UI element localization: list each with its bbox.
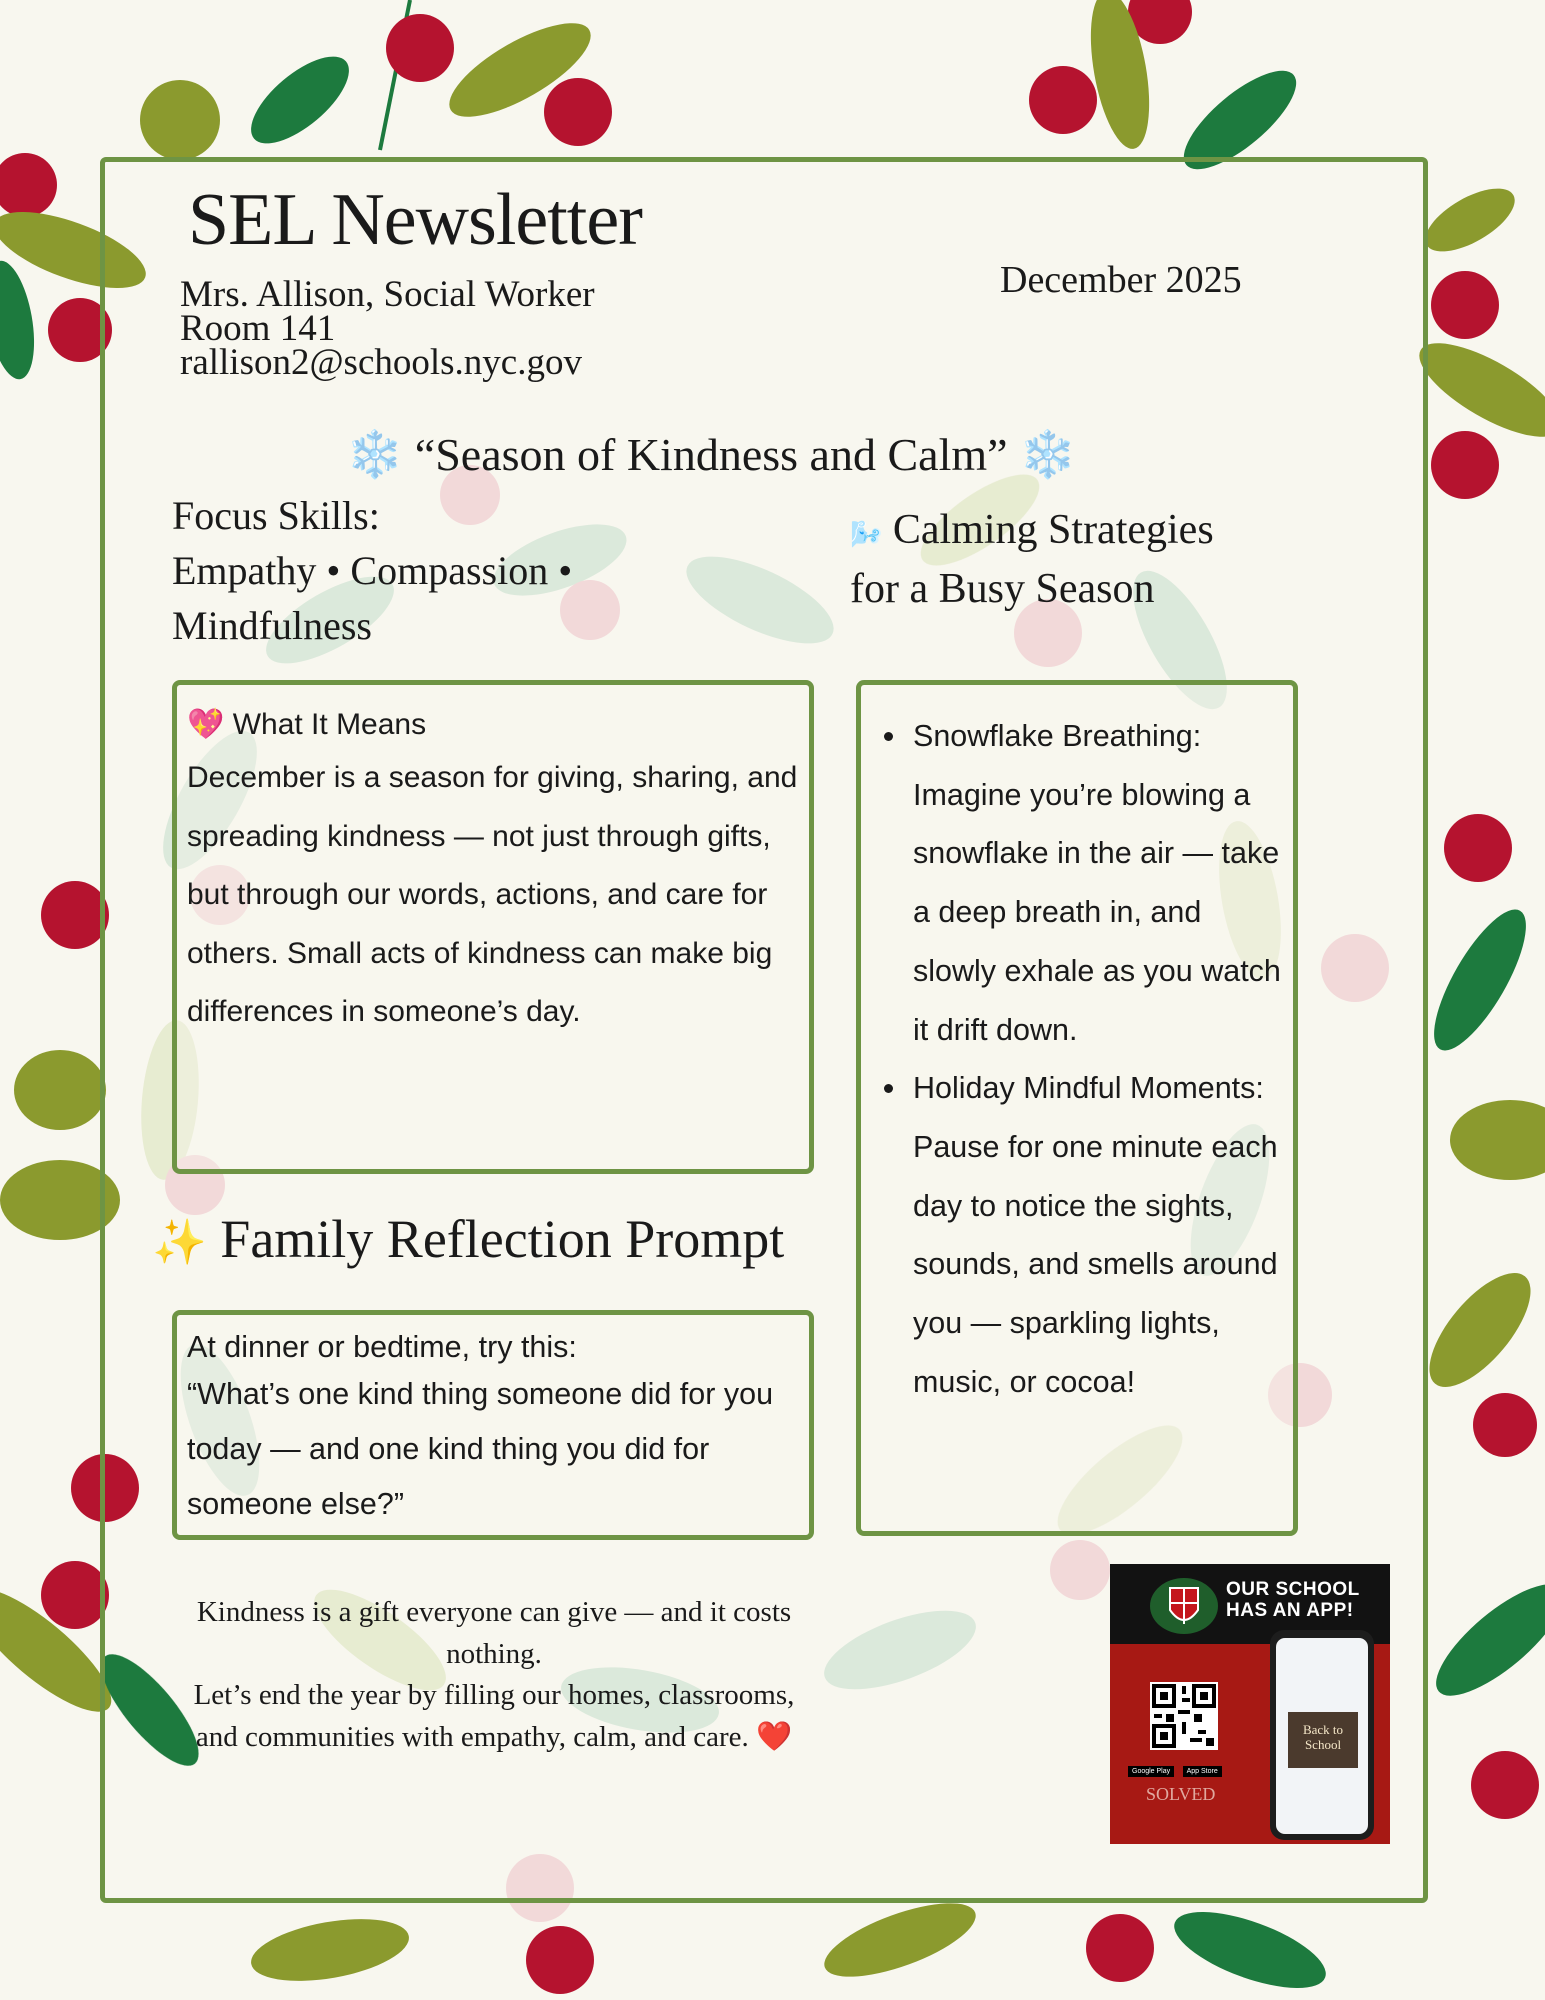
school-crest-logo	[1148, 1574, 1220, 1638]
author-name: Mrs. Allison, Social Worker	[180, 274, 595, 315]
snowflake-icon: ❄️	[1019, 429, 1077, 480]
closing-message	[180, 1592, 808, 1758]
issue-date: December 2025	[1000, 259, 1242, 301]
family-reflection-title: Family Reflection Prompt	[220, 1209, 785, 1269]
closing-line-1: Kindness is a gift everyone can give — and it costs nothing.	[196, 1596, 792, 1670]
strategy-item: • Snowflake Breathing: Imagine you’re blowing a snowflake in the air — take a deep breath in, and slowly exhale as you watch it drift down.	[909, 707, 1287, 1059]
snowflake-icon: ❄️	[346, 429, 404, 480]
newsletter-title: SEL Newsletter	[188, 179, 642, 261]
heart-icon: 💖	[187, 708, 225, 741]
heart-icon: ❤️	[756, 1720, 793, 1753]
what-it-means-box	[172, 680, 814, 1174]
back-to-school-graphic: Back to School	[1288, 1712, 1358, 1768]
calming-heading	[850, 503, 1214, 617]
calming-line-1: Calming Strategies	[892, 507, 1214, 553]
focus-line-2: Mindfulness	[172, 603, 372, 648]
author-block	[180, 274, 595, 383]
what-it-means-heading	[187, 707, 801, 743]
focus-line-1: Empathy • Compassion •	[172, 548, 573, 593]
family-reflection-heading	[152, 1208, 784, 1270]
theme-heading	[346, 428, 1076, 482]
app-store-badge[interactable]: App Store	[1183, 1766, 1222, 1777]
google-play-badge[interactable]: Google Play	[1128, 1766, 1174, 1777]
author-room: Room 141	[180, 308, 336, 349]
what-it-means-title: What It Means	[232, 708, 427, 741]
store-badges	[1128, 1760, 1242, 1774]
closing-line-2: Let’s end the year by filling our homes, classrooms, and communities with empathy, calm, and care. ❤️	[193, 1679, 795, 1753]
theme-text: “Season of Kindness and Calm”	[414, 429, 1008, 480]
strategies-list	[873, 707, 1287, 1411]
wind-icon: 🌬️	[850, 520, 883, 549]
focus-skills	[172, 488, 572, 653]
family-reflection-box	[172, 1310, 814, 1540]
reflection-intro: At dinner or bedtime, try this:	[187, 1330, 577, 1364]
focus-label: Focus Skills:	[172, 493, 380, 538]
strategies-box	[856, 680, 1298, 1536]
sparkles-icon: ✨	[152, 1218, 207, 1267]
calming-line-2: for a Busy Season	[850, 566, 1155, 612]
school-app-ad[interactable]	[1110, 1564, 1390, 1844]
ad-headline: OUR SCHOOL HAS AN APP!	[1226, 1579, 1360, 1621]
author-email[interactable]: rallison2@schools.nyc.gov	[180, 342, 582, 383]
qr-code[interactable]	[1150, 1682, 1218, 1750]
what-it-means-body: December is a season for giving, sharing, and spreading kindness — not just through gifts, but through our words, actions, and care for others. Small acts of kindness can make big differences in someone’s day.	[187, 761, 798, 1028]
strategy-item: • Holiday Mindful Moments: Pause for one minute each day to notice the sights, sounds, and smells around you — sparkling lights, music, or cocoa!	[909, 1059, 1287, 1411]
watermark-text: SOLVED	[1146, 1784, 1216, 1804]
reflection-prompt: “What’s one kind thing someone did for you today — and one kind thing you did for someone else?”	[187, 1377, 774, 1521]
